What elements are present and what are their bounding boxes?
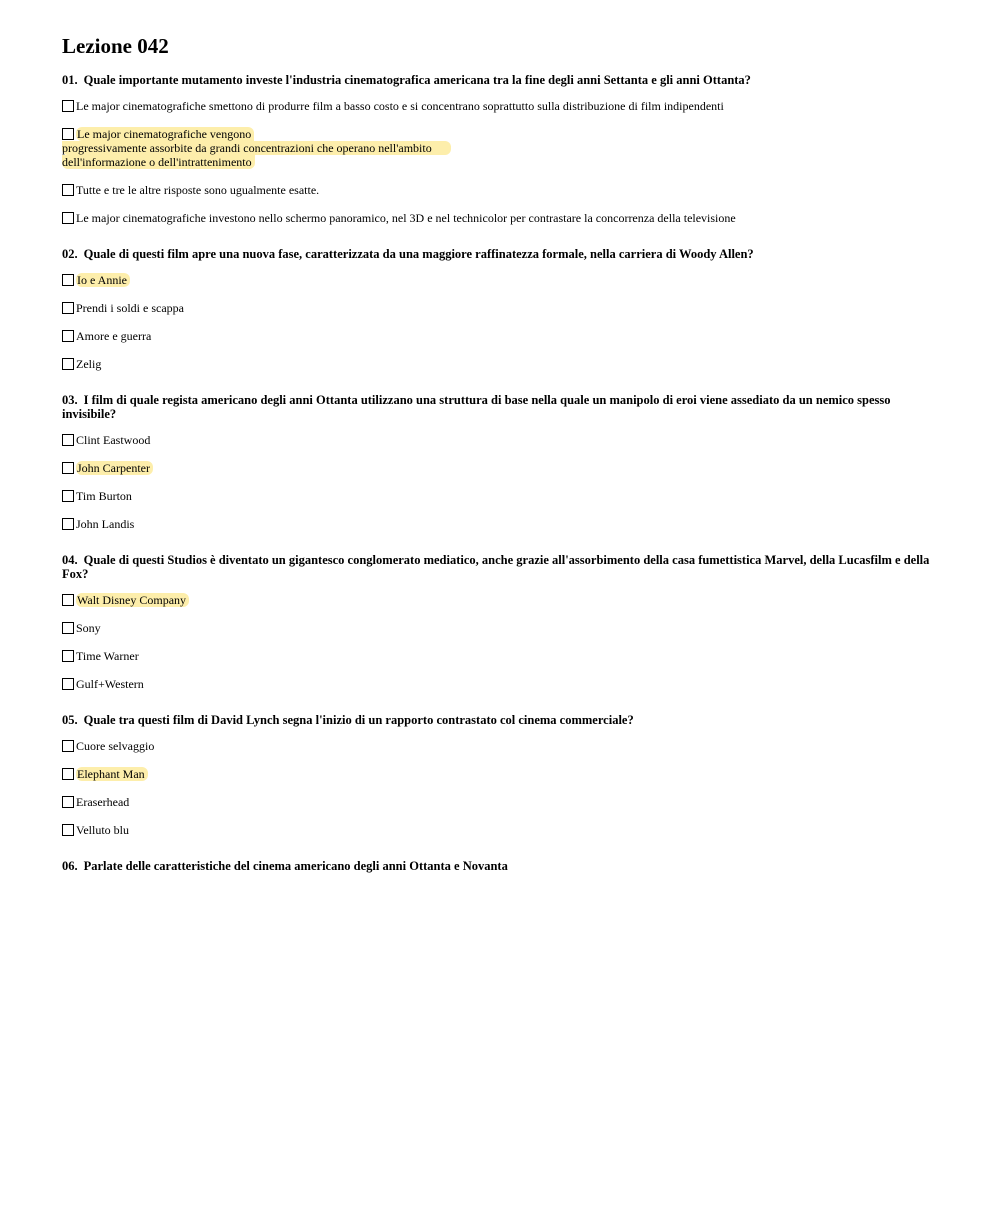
answer-option[interactable] bbox=[62, 211, 932, 225]
quiz-page bbox=[62, 34, 932, 895]
checkbox[interactable] bbox=[62, 274, 74, 286]
checkbox[interactable] bbox=[62, 330, 74, 342]
question-text: I film di quale regista americano degli anni Ottanta utilizzano una struttura di base nella quale un manipolo di eroi viene assediato da un nemico spesso invisibile? bbox=[62, 393, 891, 421]
checkbox[interactable] bbox=[62, 622, 74, 634]
question-title bbox=[62, 859, 932, 873]
question-text: Quale di questi Studios è diventato un gigantesco conglomerato mediatico, anche grazie all'assorbimento della casa fumettistica Marvel, della Lucasfilm e della Fox? bbox=[62, 553, 930, 581]
answer-label: Prendi i soldi e scappa bbox=[76, 301, 184, 315]
checkbox[interactable] bbox=[62, 768, 74, 780]
checkbox[interactable] bbox=[62, 594, 74, 606]
answer-option[interactable] bbox=[62, 823, 932, 837]
answer-option[interactable] bbox=[62, 183, 932, 197]
answer-label: John Landis bbox=[76, 517, 135, 531]
answer-label: Gulf+Western bbox=[76, 677, 144, 691]
answer-label: Cuore selvaggio bbox=[76, 739, 155, 753]
answer-label: Clint Eastwood bbox=[76, 433, 151, 447]
checkbox[interactable] bbox=[62, 740, 74, 752]
question-text: Quale importante mutamento investe l'industria cinematografica americana tra la fine degli anni Settanta e gli anni Ottanta? bbox=[83, 73, 751, 87]
checkbox[interactable] bbox=[62, 358, 74, 370]
question-number: 04. bbox=[62, 553, 78, 567]
answer-label-line-3: dell'informazione o dell'intrattenimento bbox=[62, 155, 255, 169]
question-title bbox=[62, 73, 932, 87]
question-title bbox=[62, 393, 932, 421]
question-number: 02. bbox=[62, 247, 78, 261]
question-title bbox=[62, 553, 932, 581]
checkbox[interactable] bbox=[62, 302, 74, 314]
answer-label-line-2: progressivamente assorbite da grandi concentrazioni che operano nell'ambito bbox=[62, 141, 451, 155]
answer-options bbox=[62, 433, 932, 531]
answer-option[interactable] bbox=[62, 795, 932, 809]
question-text: Quale tra questi film di David Lynch segna l'inizio di un rapporto contrastato col cinema commerciale? bbox=[83, 713, 634, 727]
answer-label: Velluto blu bbox=[76, 823, 129, 837]
answer-options bbox=[62, 593, 932, 691]
checkbox[interactable] bbox=[62, 518, 74, 530]
answer-option[interactable] bbox=[62, 677, 932, 691]
answer-option-highlighted[interactable] bbox=[62, 127, 932, 169]
answer-option[interactable] bbox=[62, 517, 932, 531]
answer-label: John Carpenter bbox=[76, 461, 153, 475]
checkbox[interactable] bbox=[62, 434, 74, 446]
question-02 bbox=[62, 247, 932, 371]
answer-option[interactable] bbox=[62, 433, 932, 447]
checkbox[interactable] bbox=[62, 184, 74, 196]
answer-label: Time Warner bbox=[76, 649, 139, 663]
question-06 bbox=[62, 859, 932, 873]
answer-label: Zelig bbox=[76, 357, 102, 371]
answer-label: Walt Disney Company bbox=[76, 593, 189, 607]
answer-option-highlighted[interactable] bbox=[62, 273, 932, 287]
question-number: 05. bbox=[62, 713, 78, 727]
answer-option[interactable] bbox=[62, 621, 932, 635]
checkbox[interactable] bbox=[62, 100, 74, 112]
question-number: 01. bbox=[62, 73, 78, 87]
question-03 bbox=[62, 393, 932, 531]
answer-label: Tutte e tre le altre risposte sono ugualmente esatte. bbox=[76, 183, 320, 197]
checkbox[interactable] bbox=[62, 796, 74, 808]
answer-option-highlighted[interactable] bbox=[62, 593, 932, 607]
checkbox[interactable] bbox=[62, 650, 74, 662]
answer-option[interactable] bbox=[62, 357, 932, 371]
answer-label: Sony bbox=[76, 621, 101, 635]
checkbox[interactable] bbox=[62, 128, 74, 140]
page-title: Lezione 042 bbox=[62, 34, 169, 58]
answer-label: Elephant Man bbox=[76, 767, 148, 781]
answer-option-highlighted[interactable] bbox=[62, 767, 932, 781]
answer-label: Amore e guerra bbox=[76, 329, 152, 343]
checkbox[interactable] bbox=[62, 824, 74, 836]
checkbox[interactable] bbox=[62, 678, 74, 690]
answer-option[interactable] bbox=[62, 739, 932, 753]
answer-options bbox=[62, 739, 932, 837]
answer-option[interactable] bbox=[62, 329, 932, 343]
question-number: 03. bbox=[62, 393, 78, 407]
answer-label: Tim Burton bbox=[76, 489, 132, 503]
question-text: Quale di questi film apre una nuova fase, caratterizzata da una maggiore raffinatezza formale, nella carriera di Woody Allen? bbox=[83, 247, 754, 261]
answer-options bbox=[62, 99, 932, 225]
question-text: Parlate delle caratteristiche del cinema americano degli anni Ottanta e Novanta bbox=[83, 859, 508, 873]
answer-option[interactable] bbox=[62, 99, 932, 113]
answer-label: Eraserhead bbox=[76, 795, 130, 809]
answer-option-highlighted[interactable] bbox=[62, 461, 932, 475]
answer-option[interactable] bbox=[62, 301, 932, 315]
question-05 bbox=[62, 713, 932, 837]
question-04 bbox=[62, 553, 932, 691]
answer-label: Le major cinematografiche smettono di produrre film a basso costo e si concentrano soprattutto sulla distribuzione di film indipendenti bbox=[76, 99, 724, 113]
answer-label: Io e Annie bbox=[76, 273, 130, 287]
answer-option[interactable] bbox=[62, 489, 932, 503]
answer-label: Le major cinematografiche investono nello schermo panoramico, nel 3D e nel technicolor per contrastare la concorrenza della televisione bbox=[76, 211, 736, 225]
answer-options bbox=[62, 273, 932, 371]
checkbox[interactable] bbox=[62, 490, 74, 502]
answer-option[interactable] bbox=[62, 649, 932, 663]
checkbox[interactable] bbox=[62, 462, 74, 474]
question-01 bbox=[62, 73, 932, 225]
answer-label-line-1: Le major cinematografiche vengono bbox=[76, 127, 254, 141]
checkbox[interactable] bbox=[62, 212, 74, 224]
question-title bbox=[62, 247, 932, 261]
question-title bbox=[62, 713, 932, 727]
question-number: 06. bbox=[62, 859, 78, 873]
